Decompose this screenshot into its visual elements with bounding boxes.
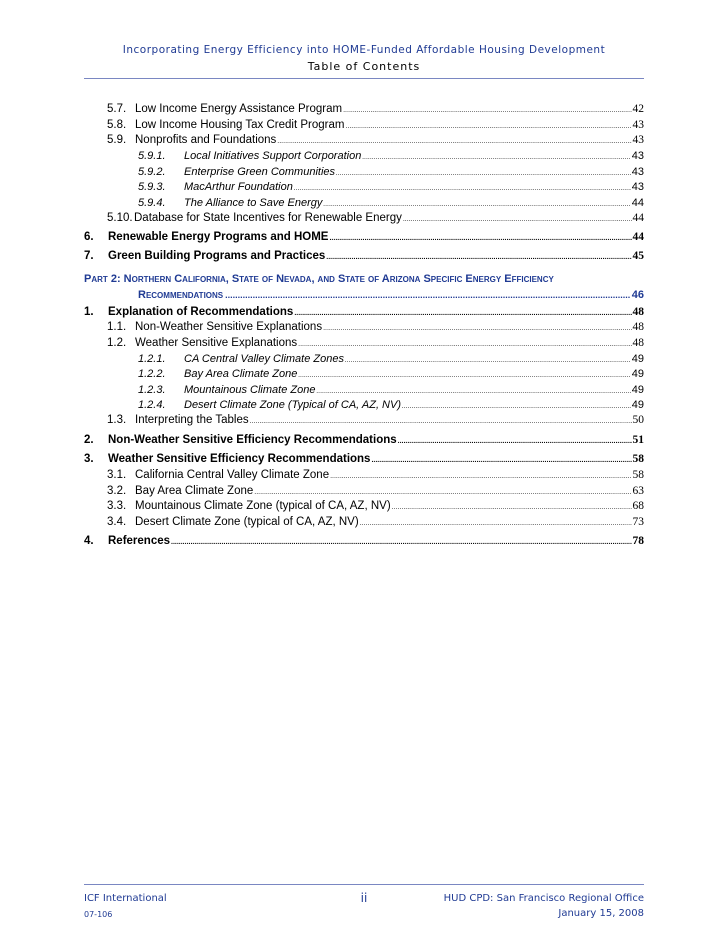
footer-page-number: ii	[360, 891, 368, 905]
toc-entry[interactable]: 2. Non-Weather Sensitive Efficiency Recommendations ..... 51	[84, 434, 644, 446]
toc-entry[interactable]: 3.3. Mountainous Climate Zone (typical of CA, AZ, NV) ..... 68	[107, 500, 644, 512]
toc-entry[interactable]: 1.2.1. CA Central Valley Climate Zones ..... 49	[138, 353, 644, 365]
toc-entry[interactable]: 3.4. Desert Climate Zone (typical of CA, AZ, NV) ..... 73	[107, 516, 644, 528]
footer-date: January 15, 2008	[558, 908, 644, 919]
part-heading-page: 46	[631, 289, 644, 301]
toc-entry[interactable]: 5.8. Low Income Housing Tax Credit Program ..... 43	[107, 119, 644, 131]
part-heading-line1: Part 2: Northern California, State of Nevada, and State of Arizona Specific Energy Efficiency	[84, 273, 554, 285]
toc-part-heading[interactable]	[84, 260, 644, 303]
toc-entry[interactable]: 1.2. Weather Sensitive Explanations ..... 48	[107, 337, 644, 349]
footer-document-number: 07-106	[84, 910, 113, 919]
toc-entry[interactable]: 1.2.3. Mountainous Climate Zone ..... 49	[138, 384, 644, 396]
running-header-subtitle: Table of Contents	[307, 60, 421, 73]
toc-entry[interactable]: 5.9. Nonprofits and Foundations ..... 43	[107, 134, 644, 146]
footer-rule	[84, 884, 644, 885]
toc-entry[interactable]: 4. References ..... 78	[84, 535, 644, 547]
toc-entry[interactable]: 5.9.1. Local Initiatives Support Corporation ..... 43	[138, 150, 644, 162]
toc-entry[interactable]: 7. Green Building Programs and Practices ..... 45	[84, 250, 644, 262]
toc-entry[interactable]: 6. Renewable Energy Programs and HOME ..... 44	[84, 231, 644, 243]
toc-entry[interactable]: 5.7. Low Income Energy Assistance Program ..... 42	[107, 103, 644, 115]
toc-entry[interactable]: 1.2.4. Desert Climate Zone (Typical of CA, AZ, NV) ..... 49	[138, 399, 644, 411]
header-rule	[84, 78, 644, 79]
footer-office: HUD CPD: San Francisco Regional Office	[443, 893, 644, 904]
toc-entry[interactable]: 5.9.2. Enterprise Green Communities ..... 43	[138, 166, 644, 178]
toc-entry[interactable]: 5.9.3. MacArthur Foundation ..... 43	[138, 181, 644, 193]
toc-entry[interactable]: 5.9.4. The Alliance to Save Energy ..... 44	[138, 197, 644, 209]
toc-entry[interactable]: 3. Weather Sensitive Efficiency Recommendations ..... 58	[84, 453, 644, 465]
toc-entry[interactable]: 3.2. Bay Area Climate Zone ..... 63	[107, 485, 644, 497]
running-header-title: Incorporating Energy Efficiency into HOME-Funded Affordable Housing Development	[122, 44, 606, 56]
toc-entry[interactable]: 3.1. California Central Valley Climate Zone ..... 58	[107, 469, 644, 481]
part-heading-line2: Recommendations	[138, 289, 224, 301]
toc-entry[interactable]: 1.1. Non-Weather Sensitive Explanations ..... 48	[107, 321, 644, 333]
footer-organization: ICF International	[84, 893, 167, 904]
toc-entry[interactable]: 5.10. Database for State Incentives for Renewable Energy ..... 44	[107, 212, 644, 224]
toc-entry[interactable]: 1.2.2. Bay Area Climate Zone ..... 49	[138, 368, 644, 380]
toc-entry[interactable]: 1.3. Interpreting the Tables ..... 50	[107, 414, 644, 426]
toc-entry[interactable]: 1. Explanation of Recommendations ..... 48	[84, 306, 644, 318]
